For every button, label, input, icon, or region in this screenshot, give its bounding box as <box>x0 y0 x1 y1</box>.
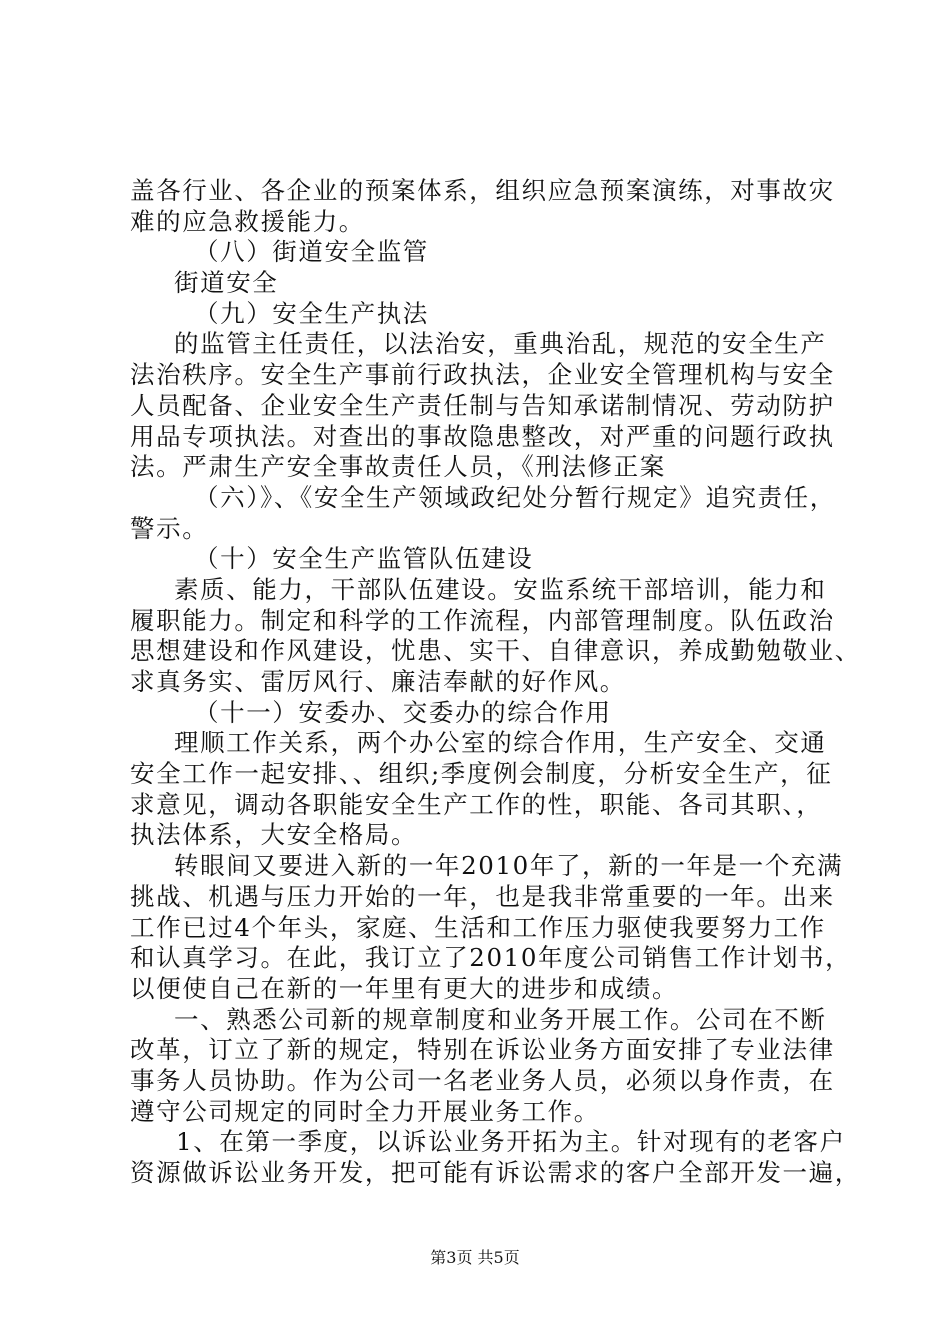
page-footer: 第3页 共5页 <box>430 1248 520 1267</box>
text-line: 用品专项执法。对查出的事故隐患整改，对严重的问题行政执 <box>130 421 835 451</box>
text-line: 警示。 <box>130 513 209 543</box>
text-line: 改革，订立了新的规定，特别在诉讼业务方面安排了专业法律 <box>130 1035 835 1065</box>
text-line: 事务人员协助。作为公司一名老业务人员，必须以身作责，在 <box>130 1065 835 1095</box>
text-line: 街道安全 <box>174 268 279 298</box>
text-line: 以便使自己在新的一年里有更大的进步和成绩。 <box>130 973 679 1003</box>
text-line: （九）安全生产执法 <box>194 298 429 328</box>
text-line: 转眼间又要进入新的一年2010年了，新的一年是一个充满 <box>174 851 844 881</box>
text-line: 人员配备、企业安全生产责任制与告知承诺制情况、劳动防护 <box>130 390 835 420</box>
text-line: （十一）安委办、交委办的综合作用 <box>194 697 612 727</box>
text-line: 1、在第一季度，以诉讼业务开拓为主。针对现有的老客户 <box>176 1127 846 1157</box>
text-line: 遵守公司规定的同时全力开展业务工作。 <box>130 1096 600 1126</box>
text-line: 理顺工作关系，两个办公室的综合作用，生产安全、交通 <box>174 728 827 758</box>
text-line: 的监管主任责任，以法治安，重典治乱，规范的安全生产 <box>174 329 827 359</box>
text-line: （六）》、《安全生产领域政纪处分暂行规定》追究责任， <box>194 482 836 512</box>
text-line: 履职能力。制定和科学的工作流程，内部管理制度。队伍政治 <box>130 605 835 635</box>
text-line: （十）安全生产监管队伍建设 <box>194 544 534 574</box>
text-line: 和认真学习。在此，我订立了2010年度公司销售工作计划书， <box>130 943 852 973</box>
text-line: 求真务实、雷厉风行、廉洁奉献的好作风。 <box>130 667 626 696</box>
text-line: 安全工作一起安排、、组织;季度例会制度，分析安全生产，征 <box>130 759 833 789</box>
text-line: 法。严肃生产安全事故责任人员，《刑法修正案 <box>130 452 666 482</box>
text-line: （八）街道安全监管 <box>194 237 429 267</box>
text-line: 思想建设和作风建设，忧患、实干、自律意识，养成勤勉敬业、 <box>130 636 861 666</box>
text-line: 挑战、机遇与压力开始的一年，也是我非常重要的一年。出来 <box>130 881 835 911</box>
text-line: 素质、能力，干部队伍建设。安监系统干部培训，能力和 <box>174 574 827 604</box>
text-line: 法治秩序。安全生产事前行政执法，企业安全管理机构与安全 <box>130 360 835 390</box>
text-line: 资源做诉讼业务开发，把可能有诉讼需求的客户全部开发一遍， <box>130 1158 861 1187</box>
text-line: 执法体系，大安全格局。 <box>130 820 418 850</box>
text-line: 一、熟悉公司新的规章制度和业务开展工作。公司在不断 <box>174 1004 827 1034</box>
text-line: 盖各行业、各企业的预案体系，组织应急预案演练，对事故灾 <box>130 176 835 205</box>
text-line: 工作已过4个年头，家庭、生活和工作压力驱使我要努力工作 <box>130 912 826 942</box>
text-line: 求意见，调动各职能安全生产工作的性，职能、各司其职、， <box>130 789 823 819</box>
document-body <box>130 176 861 1189</box>
text-line: 难的应急救援能力。 <box>130 206 365 236</box>
